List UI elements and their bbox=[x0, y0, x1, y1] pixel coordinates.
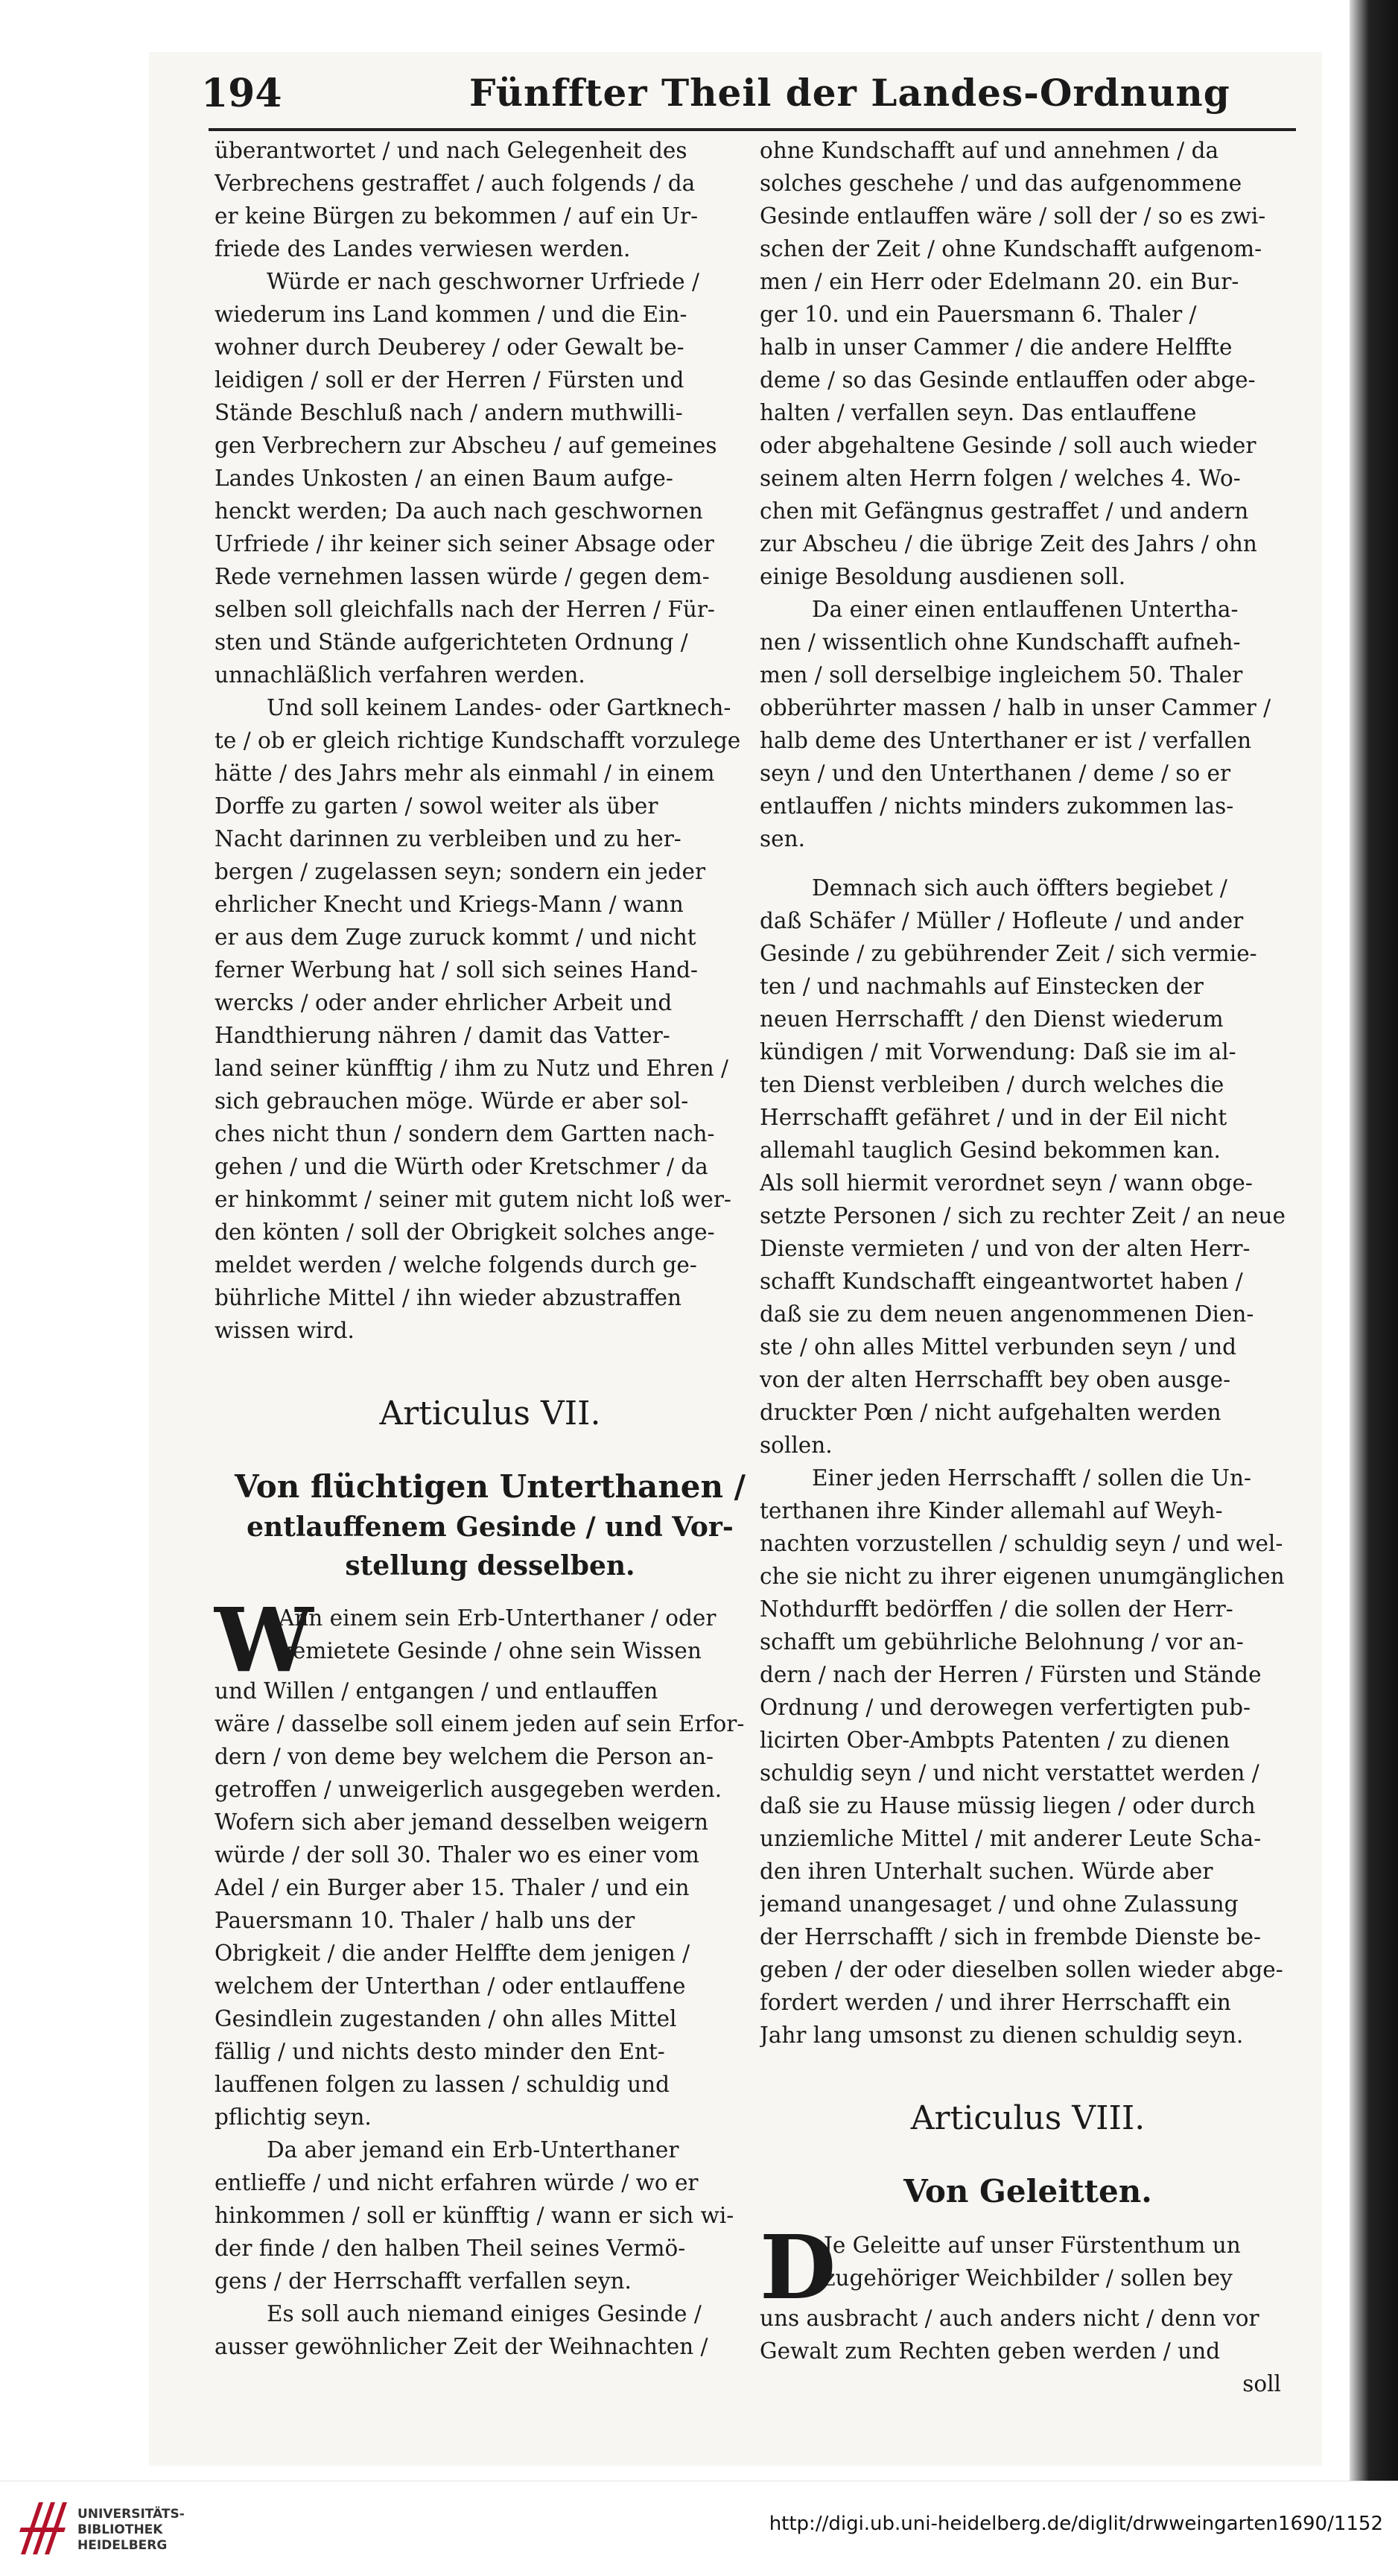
text-line: Und soll keinem Landes- oder Gartknech- bbox=[267, 695, 731, 720]
text-line: nen / wissentlich ohne Kundschafft aufneh- bbox=[760, 629, 1241, 655]
text-line: men / ein Herr oder Edelmann 20. ein Bur- bbox=[760, 269, 1239, 294]
text-line: gehen / und die Würth oder Kretschmer / da bbox=[215, 1154, 708, 1179]
text-line: gen Verbrechern zur Abscheu / auf gemeines bbox=[215, 433, 717, 458]
text-line: hinkommen / soll er künfftig / wann er sich wi- bbox=[215, 2203, 734, 2228]
text-line: ches nicht thun / sondern dem Gartten nach- bbox=[215, 1121, 715, 1146]
book-edge bbox=[1350, 0, 1398, 2481]
text-line: den ihren Unterhalt suchen. Würde aber bbox=[760, 1859, 1213, 1884]
text-line: uns ausbracht / auch anders nicht / denn vor bbox=[760, 2306, 1259, 2331]
text-line: ausser gewöhnlicher Zeit der Weihnachten / bbox=[215, 2334, 708, 2359]
text-line: ohne Kundschafft auf und annehmen / da bbox=[760, 138, 1219, 163]
text-line: Als soll hiermit verordnet seyn / wann obge- bbox=[760, 1170, 1253, 1196]
text-line: Nothdurfft bedörffen / die sollen der Herr- bbox=[760, 1596, 1233, 1622]
text-line: dern / von deme bey welchem die Person an- bbox=[215, 1744, 714, 1769]
text-line: den könten / soll der Obrigkeit solches ange- bbox=[215, 1219, 715, 1245]
text-line: seinem alten Herrn folgen / welches 4. Wo- bbox=[760, 466, 1241, 491]
text-line: halb deme des Unterthaner er ist / verfallen bbox=[760, 728, 1252, 753]
text-line: Gesinde / zu gebührender Zeit / sich vermie- bbox=[760, 941, 1257, 966]
text-line: welchem der Unterthan / oder entlauffene bbox=[215, 1973, 686, 1999]
text-line: würde / der soll 30. Thaler wo es einer vom bbox=[215, 1842, 699, 1868]
text-line: sollen. bbox=[760, 1433, 833, 1458]
text-line: schafft um gebührliche Belohnung / vor an- bbox=[760, 1629, 1244, 1655]
text-line: pflichtig seyn. bbox=[215, 2104, 372, 2130]
text-line: zugehöriger Weichbilder / sollen bey bbox=[824, 2265, 1233, 2291]
text-line: geben / der oder dieselben sollen wieder abge- bbox=[760, 1957, 1283, 1982]
text-line: daß sie zu dem neuen angenommenen Dien- bbox=[760, 1301, 1254, 1327]
page-header bbox=[201, 71, 1296, 123]
text-line: dern / nach der Herren / Fürsten und Stände bbox=[760, 1662, 1262, 1687]
text-line: schafft Kundschafft eingeantwortet haben / bbox=[760, 1269, 1243, 1294]
text-line: er hinkommt / seiner mit gutem nicht loß wer- bbox=[215, 1187, 731, 1212]
page-number: 194 bbox=[201, 71, 282, 116]
text-line: bührliche Mittel / ihn wieder abzustraffen bbox=[215, 1285, 682, 1310]
text-line: Es soll auch niemand einiges Gesinde / bbox=[267, 2301, 702, 2326]
paragraph bbox=[760, 1462, 1296, 2052]
text-line: lauffenen folgen zu lassen / schuldig und bbox=[215, 2072, 670, 2097]
text-line: allemahl tauglich Gesind bekommen kan. bbox=[760, 1138, 1221, 1163]
text-line: und Willen / entgangen / und entlauffen bbox=[215, 1678, 658, 1704]
paragraph bbox=[215, 265, 766, 691]
text-line: getroffen / unweigerlich ausgegeben werden. bbox=[215, 1777, 722, 1802]
right-column bbox=[760, 134, 1296, 2400]
text-line: schuldig seyn / und nicht verstattet werden / bbox=[760, 1760, 1259, 1786]
text-line: neuen Herrschafft / den Dienst wiederum bbox=[760, 1006, 1224, 1032]
text-line: henckt werden; Da auch nach geschwornen bbox=[215, 498, 703, 524]
text-line: Einer jeden Herrschafft / sollen die Un- bbox=[812, 1465, 1251, 1491]
text-line: von der alten Herrschafft bey oben ausge- bbox=[760, 1367, 1231, 1392]
text-line: daß Schäfer / Müller / Hofleute / und ander bbox=[760, 908, 1244, 933]
text-line: sen. bbox=[760, 826, 805, 851]
text-line: Adel / ein Burger aber 15. Thaler / und ein bbox=[215, 1875, 690, 1900]
paragraph bbox=[760, 134, 1296, 593]
text-line: selben soll gleichfalls nach der Herren / Für- bbox=[215, 597, 715, 622]
text-line: entlauffen / nichts minders zukommen las- bbox=[760, 793, 1234, 819]
text-line: Da aber jemand ein Erb-Unterthaner bbox=[267, 2137, 679, 2163]
text-line: entlieffe / und nicht erfahren würde / wo er bbox=[215, 2170, 699, 2195]
text-line: leidigen / soll er der Herren / Fürsten und bbox=[215, 367, 684, 393]
text-line: Landes Unkosten / an einen Baum aufge- bbox=[215, 466, 673, 491]
text-line: Da einer einen entlauffenen Untertha- bbox=[812, 597, 1239, 622]
paragraph bbox=[215, 2297, 766, 2363]
paragraph bbox=[215, 1588, 766, 2134]
text-line: friede des Landes verwiesen werden. bbox=[215, 236, 631, 261]
text-line: meldet werden / welche folgends durch ge- bbox=[215, 1252, 697, 1278]
viewer-footer bbox=[0, 2481, 1398, 2576]
text-line: er keine Bürgen zu bekommen / auf ein Ur- bbox=[215, 203, 699, 229]
article-number: Articulus VII. bbox=[379, 1395, 601, 1433]
text-line: der finde / den halben Theil seines Vermö- bbox=[215, 2236, 686, 2261]
text-line: fällig / und nichts desto minder den Ent- bbox=[215, 2039, 665, 2064]
paragraph bbox=[215, 134, 766, 265]
text-line: Jahr lang umsonst zu dienen schuldig seyn. bbox=[760, 2023, 1244, 2048]
paragraph bbox=[760, 2215, 1296, 2400]
text-line: nachten vorzustellen / schuldig seyn / und wel- bbox=[760, 1531, 1283, 1556]
text-line: seyn / und den Unterthanen / deme / so er bbox=[760, 761, 1231, 786]
text-line: Gewalt zum Rechten geben werden / und bbox=[760, 2338, 1221, 2364]
text-line: Würde er nach geschworner Urfriede / bbox=[267, 269, 699, 294]
header-rule bbox=[209, 128, 1296, 131]
text-line: setzte Personen / sich zu rechter Zeit / an neue bbox=[760, 1203, 1286, 1228]
text-line: Stände Beschluß nach / andern muthwilli- bbox=[215, 400, 683, 425]
text-line: zur Abscheu / die übrige Zeit des Jahrs / ohn bbox=[760, 531, 1257, 556]
text-line: fordert werden / und ihrer Herrschafft ein bbox=[760, 1990, 1231, 2015]
text-line: che sie nicht zu ihrer eigenen unumgänglichen bbox=[760, 1564, 1285, 1589]
catchword: soll bbox=[1242, 2371, 1281, 2396]
text-line: Urfriede / ihr keiner sich seiner Absage oder bbox=[215, 531, 714, 556]
text-line: terthanen ihre Kinder allemahl auf Weyh- bbox=[760, 1498, 1223, 1523]
text-line: Je Geleitte auf unser Fürstenthum un bbox=[824, 2233, 1241, 2258]
text-line: te / ob er gleich richtige Kundschafft vorzulege bbox=[215, 728, 741, 753]
text-line: oder abgehaltene Gesinde / soll auch wieder bbox=[760, 433, 1256, 458]
text-line: schen der Zeit / ohne Kundschafft aufgenom- bbox=[760, 236, 1262, 261]
paragraph bbox=[760, 872, 1296, 1462]
drop-cap: W bbox=[215, 1588, 314, 1692]
text-line: Ann einem sein Erb-Unterthaner / oder bbox=[279, 1605, 717, 1631]
text-line: Nacht darinnen zu verbleiben und zu her- bbox=[215, 826, 681, 851]
text-line: ten Dienst verbleiben / durch welches die bbox=[760, 1072, 1224, 1097]
text-line: unnachläßlich verfahren werden. bbox=[215, 662, 585, 688]
text-line: Rede vernehmen lassen würde / gegen dem- bbox=[215, 564, 710, 589]
text-line: Ordnung / und derowegen verfertigten pub- bbox=[760, 1695, 1251, 1720]
left-column bbox=[215, 134, 766, 2363]
section-title: Von flüchtigen Unterthanen / bbox=[234, 1468, 746, 1505]
paragraph bbox=[760, 593, 1296, 855]
running-title: Fünffter Theil der Landes-Ordnung bbox=[469, 71, 1230, 115]
text-line: jemand unangesaget / und ohne Zulassung bbox=[760, 1891, 1239, 1917]
text-line: Verbrechens gestraffet / auch folgends / da bbox=[215, 171, 696, 196]
text-line: solches geschehe / und das aufgenommene bbox=[760, 171, 1242, 196]
text-line: der Herrschafft / sich in frembde Dienste be- bbox=[760, 1924, 1261, 1950]
text-line: Gesinde entlauffen wäre / soll der / so es zwi- bbox=[760, 203, 1266, 229]
text-line: ten / und nachmahls auf Einstecken der bbox=[760, 974, 1204, 999]
text-line: men / soll derselbige ingleichem 50. Thaler bbox=[760, 662, 1243, 688]
text-line: ste / ohn alles Mittel verbunden seyn / und bbox=[760, 1334, 1236, 1360]
text-line: Dienste vermieten / und von der alten Herr- bbox=[760, 1236, 1251, 1261]
text-line: ger 10. und ein Pauersmann 6. Thaler / bbox=[760, 302, 1197, 327]
text-line: ferner Werbung hat / soll sich seines Hand- bbox=[215, 957, 698, 983]
article-number: Articulus VIII. bbox=[910, 2099, 1146, 2137]
section-title: Von Geleitten. bbox=[903, 2173, 1152, 2209]
library-name: UNIVERSITÄTS- BIBLIOTHEK HEIDELBERG bbox=[77, 2507, 185, 2553]
text-line: sten und Stände aufgerichteten Ordnung / bbox=[215, 629, 688, 655]
text-line: halb in unser Cammer / die andere Helffte bbox=[760, 334, 1233, 360]
text-line: wercks / oder ander ehrlicher Arbeit und bbox=[215, 990, 673, 1015]
text-line: überantwortet / und nach Gelegenheit des bbox=[215, 138, 687, 163]
drop-cap: D bbox=[760, 2215, 836, 2319]
text-line: licirten Ober-Ambpts Patenten / zu dienen bbox=[760, 1728, 1230, 1753]
text-line: einige Besoldung ausdienen soll. bbox=[760, 564, 1126, 589]
text-line: er aus dem Zuge zuruck kommt / und nicht bbox=[215, 924, 696, 950]
text-line: Dorffe zu garten / sowol weiter als über bbox=[215, 793, 658, 819]
text-line: daß sie zu Hause müssig liegen / oder durch bbox=[760, 1793, 1256, 1818]
text-line: bergen / zugelassen seyn; sondern ein jeder bbox=[215, 859, 706, 884]
text-line: Wofern sich aber jemand desselben weigern bbox=[215, 1809, 709, 1835]
text-line: Herrschafft gefähret / und in der Eil nicht bbox=[760, 1105, 1227, 1130]
text-line: Obrigkeit / die ander Helffte dem jenigen / bbox=[215, 1941, 690, 1966]
text-line: Handthierung nähren / damit das Vatter- bbox=[215, 1023, 670, 1048]
text-line: gemietete Gesinde / ohne sein Wissen bbox=[279, 1638, 702, 1663]
text-line: druckter Pœn / nicht aufgehalten werden bbox=[760, 1400, 1221, 1425]
text-line: hätte / des Jahrs mehr als einmahl / in einem bbox=[215, 761, 715, 786]
spacer bbox=[760, 2212, 1296, 2229]
text-line: Gesindlein zugestanden / ohn alles Mittel bbox=[215, 2006, 677, 2031]
source-url-link[interactable]: http://digi.ub.uni-heidelberg.de/diglit/drwweingarten1690/1152 bbox=[769, 2513, 1383, 2535]
text-line: Demnach sich auch öffters begiebet / bbox=[812, 875, 1227, 901]
text-line: chen mit Gefängnus gestraffet / und andern bbox=[760, 498, 1249, 524]
paragraph bbox=[215, 691, 766, 1347]
paragraph bbox=[215, 2134, 766, 2297]
section-subtitle: stellung desselben. bbox=[345, 1550, 635, 1582]
text-line: wohner durch Deuberey / oder Gewalt be- bbox=[215, 334, 684, 360]
text-line: ehrlicher Knecht und Kriegs-Mann / wann bbox=[215, 892, 684, 917]
text-line: land seiner künfftig / ihm zu Nutz und Ehren / bbox=[215, 1056, 728, 1081]
text-line: wiederum ins Land kommen / und die Ein- bbox=[215, 302, 687, 327]
text-line: Pauersmann 10. Thaler / halb uns der bbox=[215, 1908, 635, 1933]
section-subtitle: entlauffenem Gesinde / und Vor- bbox=[247, 1511, 734, 1543]
text-line: deme / so das Gesinde entlauffen oder abge- bbox=[760, 367, 1256, 393]
text-line: unziemliche Mittel / mit anderer Leute Scha- bbox=[760, 1826, 1262, 1851]
text-line: kündigen / mit Vorwendung: Daß sie im al- bbox=[760, 1039, 1236, 1065]
text-line: wissen wird. bbox=[215, 1318, 355, 1343]
spacer bbox=[760, 855, 1296, 872]
text-line: obberührter massen / halb in unser Cammer / bbox=[760, 695, 1271, 720]
university-logo-icon bbox=[16, 2498, 70, 2559]
text-line: wäre / dasselbe soll einem jeden auf sein Erfor- bbox=[215, 1711, 745, 1736]
text-line: sich gebrauchen möge. Würde er aber sol- bbox=[215, 1088, 689, 1114]
text-line: gens / der Herrschafft verfallen seyn. bbox=[215, 2268, 632, 2294]
text-line: halten / verfallen seyn. Das entlauffene bbox=[760, 400, 1197, 425]
